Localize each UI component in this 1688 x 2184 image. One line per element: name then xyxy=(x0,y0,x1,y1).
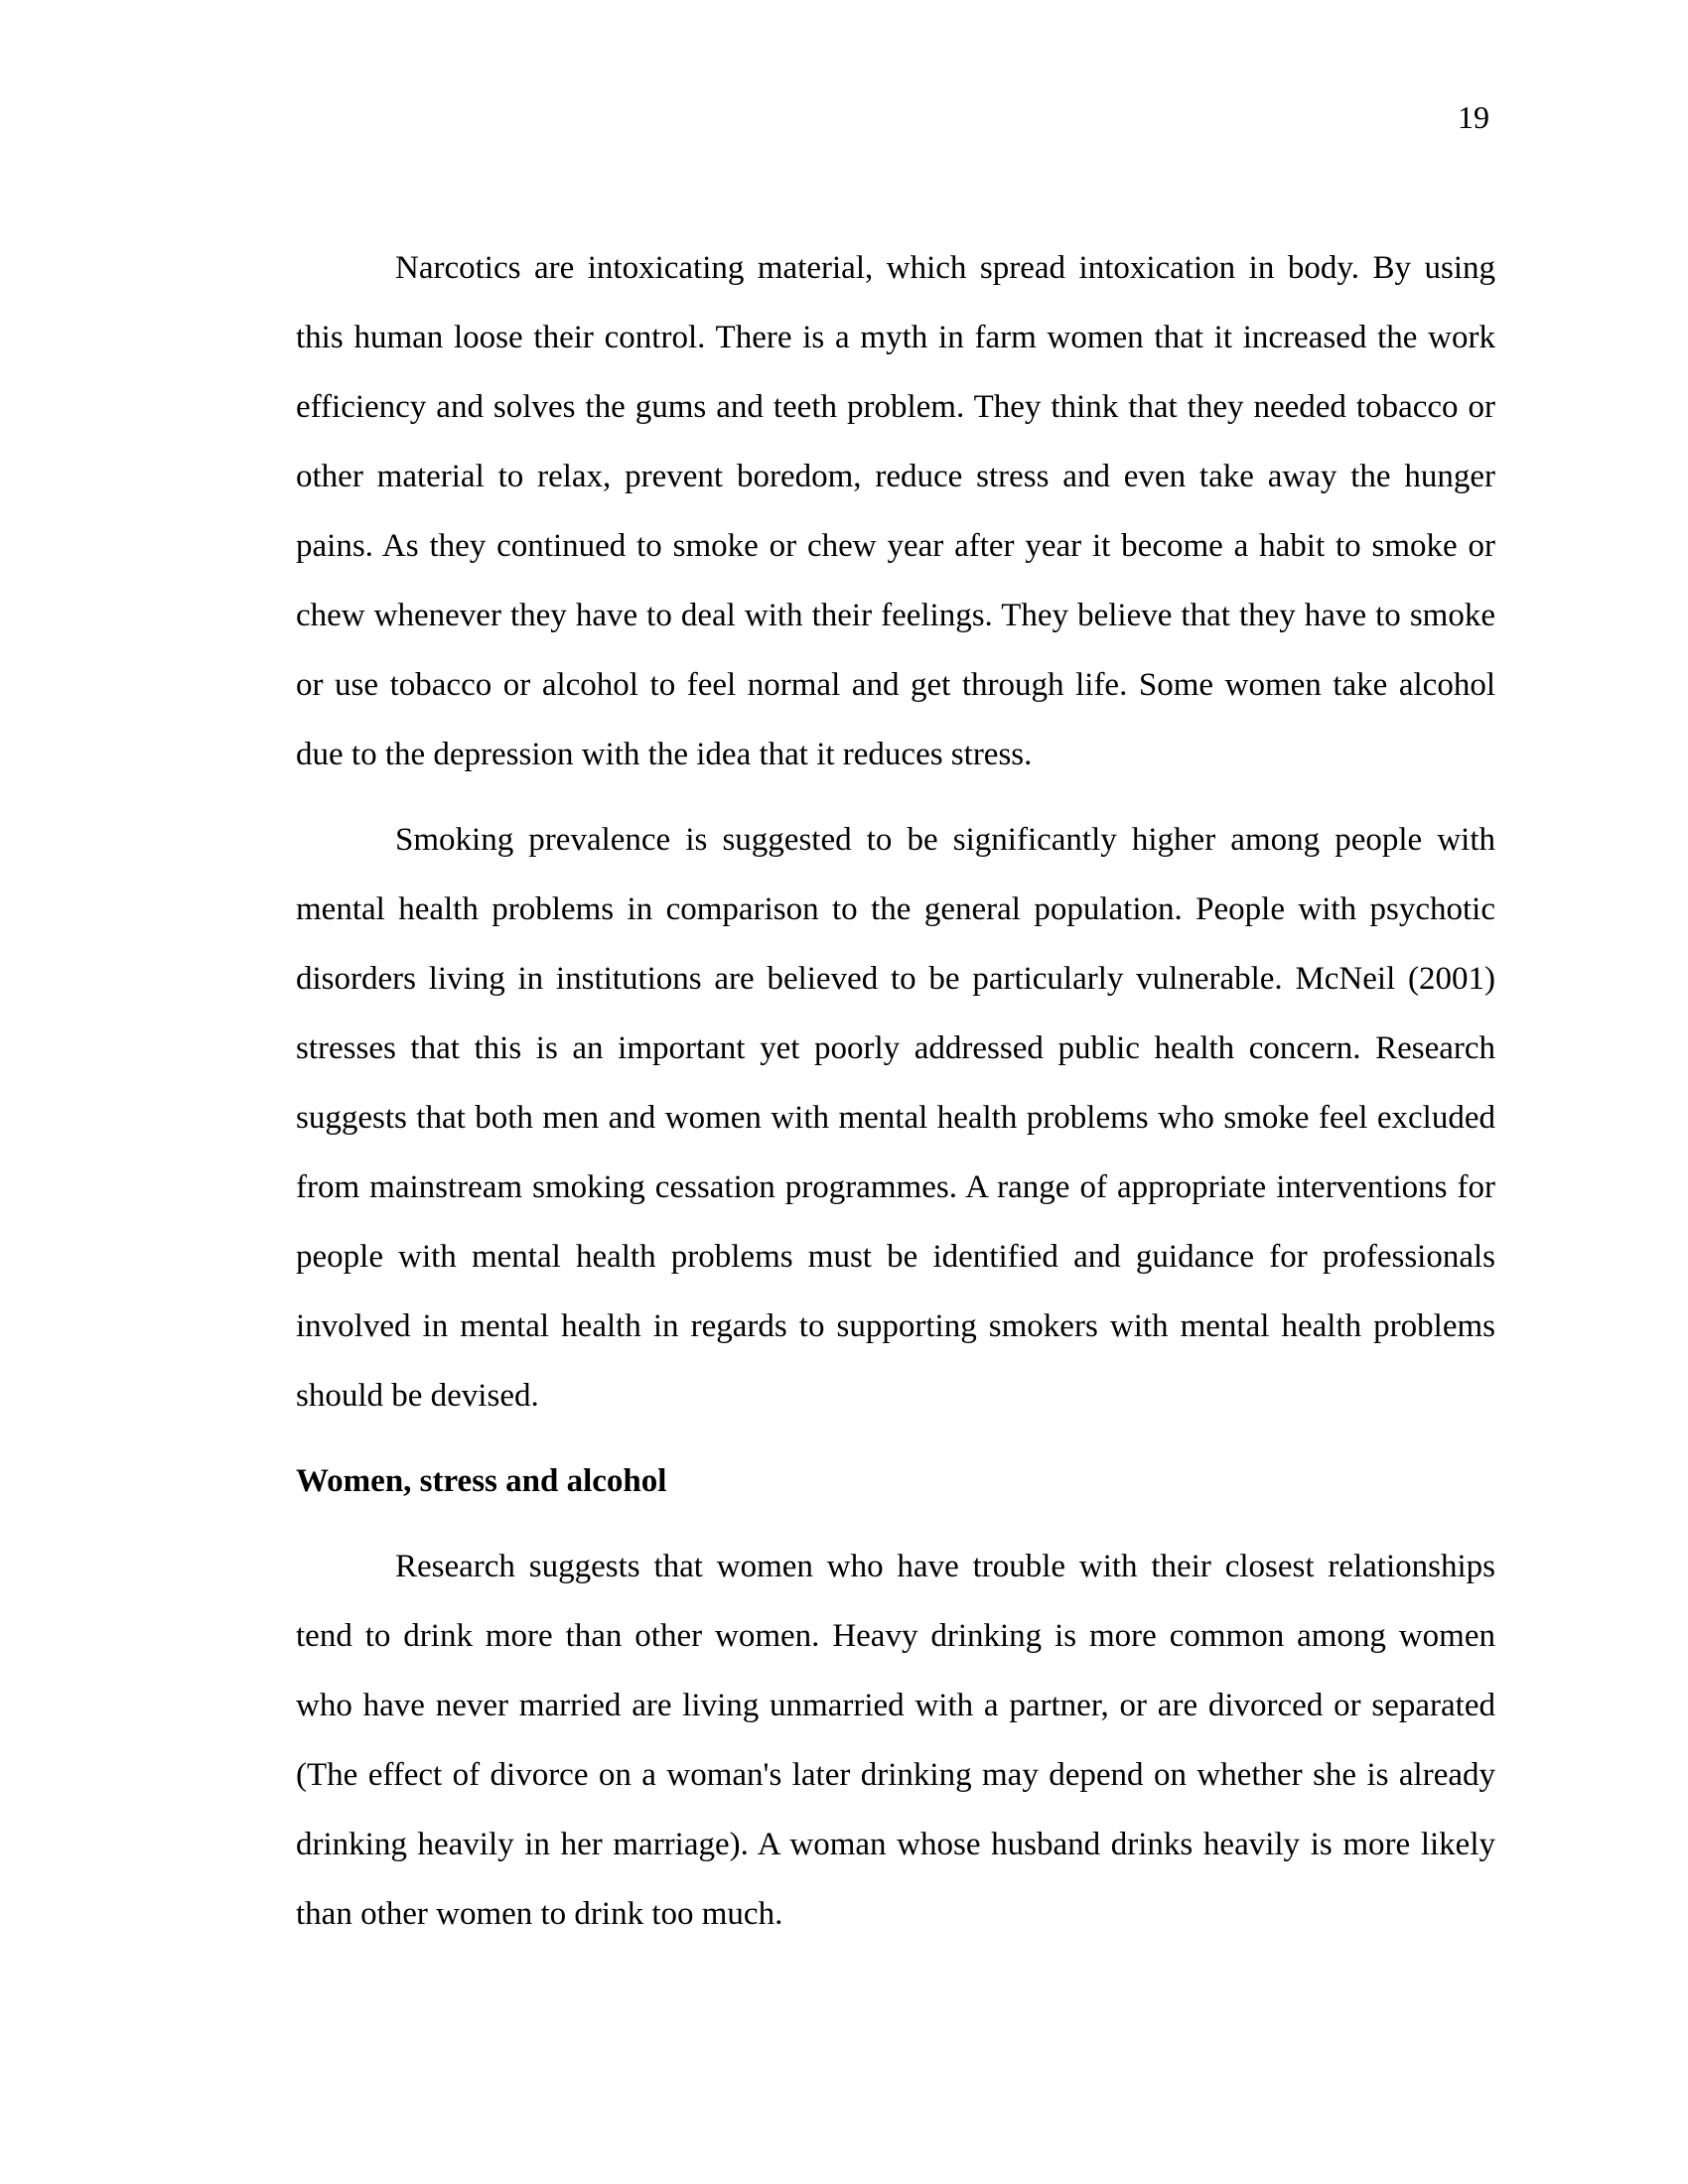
section-heading: Women, stress and alcohol xyxy=(296,1463,667,1499)
page-body xyxy=(296,233,1495,1965)
paragraph-narcotics: Narcotics are intoxicating material, which spread intoxication in body. By using this human loose their control. There is a myth in farm women that it increased the work efficiency and solves the gums and teeth problem. They think that they needed tobacco or other material to relax, prevent boredom, reduce stress and even take away the hunger pains. As they continued to smoke or chew year after year it become a habit to smoke or chew whenever they have to deal with their feelings. They believe that they have to smoke or use tobacco or alcohol to feel normal and get through life. Some women take alcohol due to the depression with the idea that it reduces stress. xyxy=(296,250,1495,772)
paragraph-women-alcohol: Research suggests that women who have trouble with their closest relationships tend to drink more than other women. Heavy drinking is more common among women who have never married are living unmarried with a partner, or are divorced or separated (The effect of divorce on a woman's later drinking may depend on whether she is already drinking heavily in her marriage). A woman whose husband drinks heavily is more likely than other women to drink too much. xyxy=(296,1549,1495,1932)
paragraph-smoking-prevalence: Smoking prevalence is suggested to be significantly higher among people with mental health problems in comparison to the general population. People with psychotic disorders living in institutions are believed to be particularly vulnerable. McNeil (2001) stresses that this is an important yet poorly addressed public health concern. Research suggests that both men and women with mental health problems who smoke feel excluded from mainstream smoking cessation programmes. A range of appropriate interventions for people with mental health problems must be identified and guidance for professionals involved in mental health in regards to supporting smokers with mental health problems should be devised. xyxy=(296,822,1495,1414)
page-number: 19 xyxy=(1458,99,1489,135)
